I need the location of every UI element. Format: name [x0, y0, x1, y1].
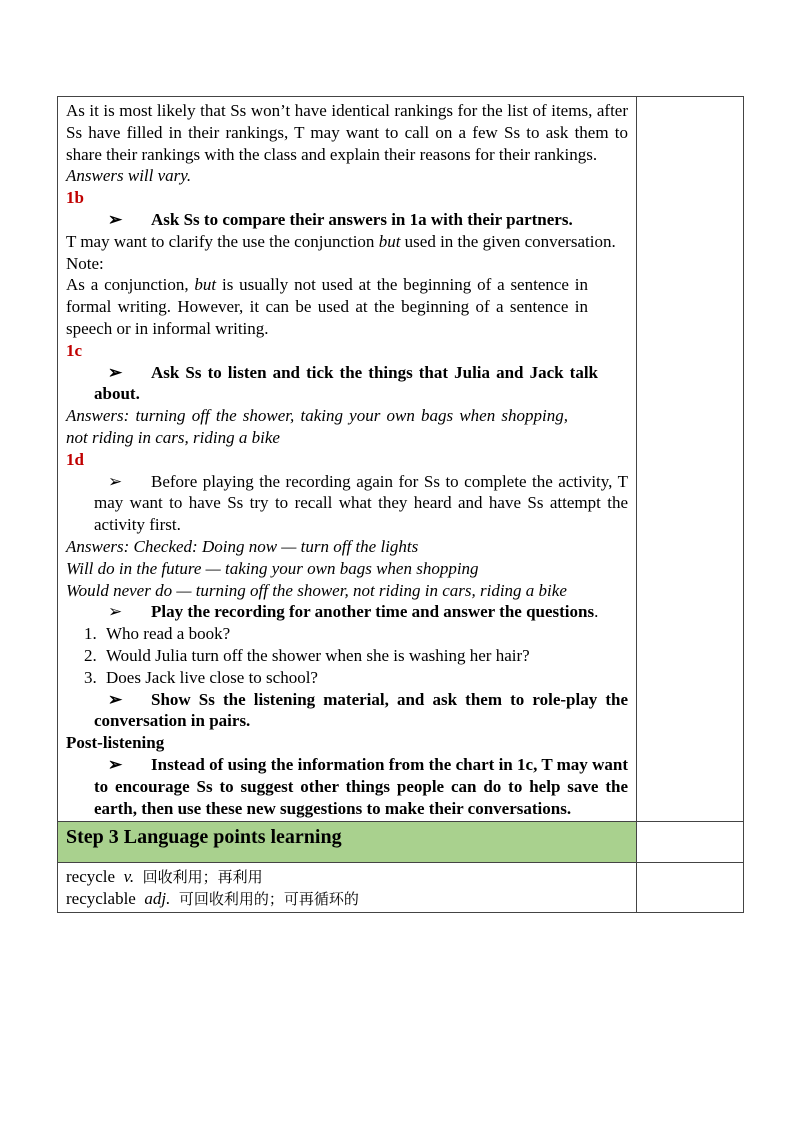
answer-1d-1: Answers: Checked: Doing now — turn off the lights [66, 536, 419, 556]
note-text-2: is usually not used at the beginning of a sentence in formal writing. However, it can be used at the beginning of a sentence in speech or in informal writing. [66, 275, 589, 338]
bullet-1b [66, 209, 628, 231]
vocab-cell [58, 863, 637, 913]
vocab-pos: adj. [144, 889, 171, 909]
bullet-1d-2-text: Play the recording for another time and answer the questions [151, 602, 595, 622]
arrow-bullet-icon: ➢ [108, 209, 123, 229]
main-content-cell [58, 97, 637, 822]
vocab-item [66, 888, 628, 910]
answer-1d-2: Will do in the future — taking your own bags when shopping [66, 558, 479, 578]
bullet-1d-3-text: Show Ss the listening material, and ask them to role-play the conversation in pairs. [94, 689, 628, 731]
arrow-bullet-icon: ➢ [108, 689, 123, 709]
note-text-1: As a conjunction, [66, 275, 189, 295]
note-italic-but: but [194, 275, 217, 295]
paragraph-1b-text: T may want to clarify the use the conjunction [66, 231, 375, 251]
question-number: 2. [84, 645, 97, 665]
lesson-table [57, 96, 744, 913]
bullet-1b-text: Ask Ss to compare their answers in 1a with their partners. [151, 209, 573, 229]
arrow-bullet-icon: ➢ [108, 754, 123, 774]
section-label-1c: 1c [66, 340, 83, 360]
italic-but: but [378, 231, 401, 251]
question-text: Who read a book? [106, 624, 231, 644]
answers-vary: Answers will vary. [66, 166, 192, 186]
table-row [58, 97, 744, 822]
bullet-post-text: Instead of using the information from the chart in 1c, T may want to encourage Ss to suggest other things people can do to help save the earth, then use these new suggestions to make their conversations. [94, 754, 628, 818]
vocab-meaning: 可回收利用的；可再循环的 [178, 890, 359, 909]
side-cell [637, 822, 744, 863]
side-cell [637, 97, 744, 822]
bullet-1d-2 [66, 601, 628, 623]
post-listening-label: Post-listening [66, 733, 165, 753]
table-row [58, 863, 744, 913]
step-title: Step 3 Language points learning [66, 826, 342, 849]
bullet-1c-text: Ask Ss to listen and tick the things that Julia and Jack talk about. [94, 362, 598, 404]
section-label-1d: 1d [66, 449, 84, 469]
question-number: 1. [84, 624, 97, 644]
arrow-bullet-icon: ➢ [108, 602, 123, 622]
question-text: Does Jack live close to school? [106, 667, 318, 687]
question-item [66, 645, 628, 667]
bullet-1d-3 [66, 689, 628, 733]
answers-1c: Answers: turning off the shower, taking your own bags when shopping, not riding in cars, riding a bike [66, 406, 568, 447]
vocab-pos: v. [123, 867, 135, 887]
vocab-word: recycle [66, 867, 116, 887]
vocab-meaning: 回收利用；再利用 [142, 868, 263, 887]
bullet-1d [66, 471, 628, 536]
bullet-1c [66, 362, 628, 406]
bullet-post [66, 754, 628, 819]
vocab-word: recyclable [66, 889, 136, 909]
arrow-bullet-icon: ➢ [108, 362, 123, 382]
paragraph-1b-end: used in the given conversation. [404, 231, 616, 251]
answer-1d-3: Would never do — turning off the shower, not riding in cars, riding a bike [66, 580, 567, 600]
paragraph-1b [66, 231, 628, 253]
question-item [66, 667, 628, 689]
intro-paragraph: As it is most likely that Ss won’t have identical rankings for the list of items, after Ss have filled in their rankings, T may want to call on a few Ss to ask them to share their rankings with the class and explain their reasons for their rankings. [66, 101, 628, 164]
note-label: Note: [66, 253, 104, 273]
section-label-1b: 1b [66, 188, 84, 208]
question-number: 3. [84, 667, 97, 687]
question-text: Would Julia turn off the shower when she is washing her hair? [106, 645, 530, 665]
table-row [58, 822, 744, 863]
vocab-item [66, 866, 628, 888]
arrow-bullet-icon: ➢ [108, 471, 123, 491]
bullet-1d-text: Before playing the recording again for Ss to complete the activity, T may want to have Ss try to recall what they heard and have Ss attempt the activity first. [94, 471, 628, 535]
step-header-cell [58, 822, 637, 863]
question-item [66, 623, 628, 645]
note-paragraph [66, 274, 628, 339]
bullet-1d-2-end: . [594, 602, 599, 622]
side-cell [637, 863, 744, 913]
